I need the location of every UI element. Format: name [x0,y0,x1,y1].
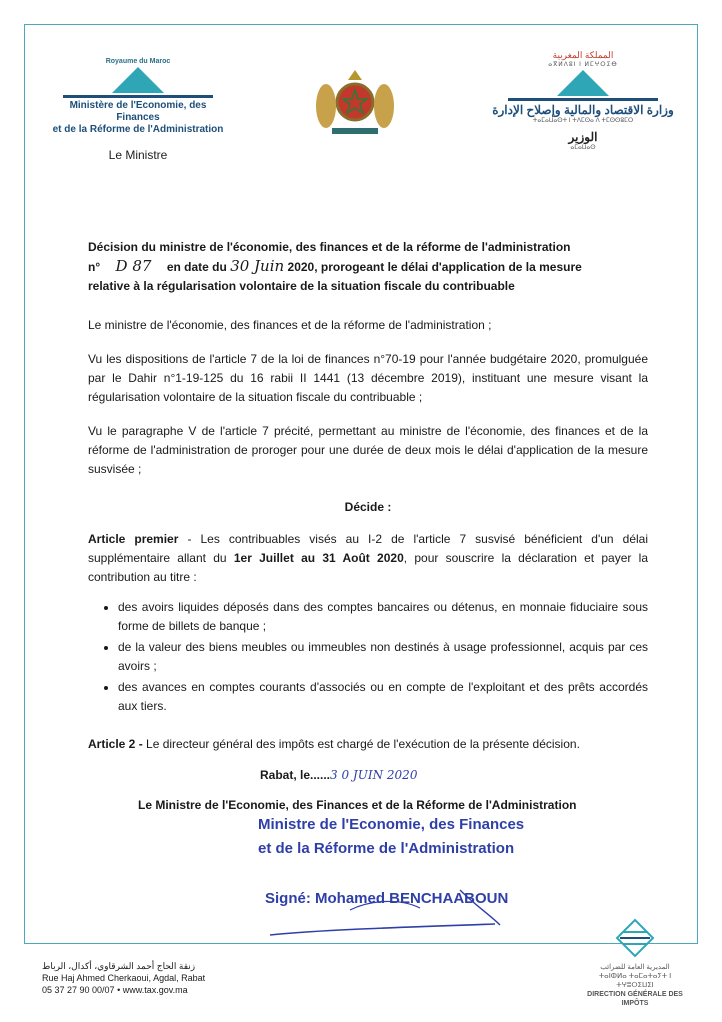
ar-ministry-label: وزارة الاقتصاد والمالية وإصلاح الإدارة [492,103,674,117]
minister-title-line: Le Ministre de l'Economie, des Finances et de la Réforme de l'Administration [138,798,577,812]
decision-title [88,238,648,296]
address: Rue Haj Ahmed Cherkaoui, Agdal, Rabat [42,973,206,983]
ar-address: زنقة الحاج أحمد الشرقاوي، أكدال، الرباط [42,961,196,971]
stamp-line-2: et de la Réforme de l'Administration [258,840,515,857]
place-date: Rabat, le......3 0 JUIN 2020 [260,768,418,782]
ar-kingdom-label: المملكة المغربية [552,50,614,60]
list-item: • des avances en comptes courants d'associés ou en compte de l'exploitant et des prêts accordés aux tiers. [118,678,648,716]
signature-date: 3 0 JUIN 2020 [330,768,418,782]
number-prefix: n° [88,260,101,274]
tif-minister-label: ⴰⵎⴰⵡⴰⵙ [570,145,596,151]
dgi-ar: المديرية العامة للضرائب [600,964,670,971]
article-2-label: Article 2 - [88,737,143,751]
list-item: • de la valeur des biens meubles ou immeubles non destinés à usage professionnel, acquis par ces avoirs ; [118,638,648,676]
decision-date: 30 Juin [230,257,285,275]
paragraph-2: Vu les dispositions de l'article 7 de la loi de finances n°70-19 pour l'année budgétaire 2020, promulguée par le Dahir n°1-19-125 du 16 rabii II 1441 (13 décembre 2019), instituant une mesure visant la régularisation volontaire de la situation fiscale du contribuable ; [88,352,648,404]
decide-heading: Décide : [344,500,392,514]
article-1-text-a: - Les contribuables visés au I-2 de l'article 7 susvisé bénéficient d'un délai supplémentaire allant du [88,532,648,565]
signature-scribble [260,880,510,950]
minister-label: Le Ministre [108,148,168,162]
title-line-2-rest: 2020, prorogeant le délai d'application de la mesure [287,260,582,274]
date-prefix: en date du [166,260,227,274]
stamp-signed: Signé: Mohamed BENCHAABOUN [265,890,509,907]
dgi-diamond-icon [615,918,655,958]
kingdom-label: Royaume du Maroc [105,58,171,65]
ministry-logo-left [52,58,224,162]
article-1-list [88,598,648,718]
dgi-fr: DIRECTION GÉNÉRALE DES IMPÔTS [587,991,683,1007]
decision-number: D 87 [115,257,152,275]
dgi-logo [580,918,690,1008]
dgi-tif: ⵜⴰⵏⵀⵍⴰ ⵜⴰⵎⴰⵜⴰⵢⵜ ⵏ ⵜⵖⵓⵔⵉⵡⵉⵏ [598,973,672,989]
paragraph-3: Vu le paragraphe V de l'article 7 précité, permettant au ministre de l'économie, des finances et de la réforme de l'administration de proroger pour une durée de deux mois le délai d'application de la mesure susvisée ; [88,424,648,476]
ministry-logo-right [488,50,678,151]
contact: 05 37 27 90 00/07 • www.tax.gov.ma [42,985,188,995]
triangle-icon [112,67,164,93]
article-1-period: 1er Juillet au 31 Août 2020 [233,551,404,565]
article-2-text: Le directeur général des impôts est chargé de l'exécution de la présente décision. [142,737,580,751]
ministry-line-2: et de la Réforme de l'Administration [52,124,224,135]
logo-bar [63,95,213,98]
footer-address [42,960,205,996]
ar-minister-label: الوزير [568,130,598,144]
logo-bar [508,98,658,101]
article-1-label: Article premier [88,532,179,546]
tif-kingdom-label: ⴰⴳⵍⴷⵓⵏ ⵏ ⵍⵎⵖⵔⵉⴱ [548,62,618,68]
title-line-3: relative à la régularisation volontaire de la situation fiscale du contribuable [88,279,515,293]
list-item: • des avoirs liquides déposés dans des comptes bancaires ou détenus, en monnaie fiduciaire sous forme de billets de banque ; [118,598,648,636]
stamp-line-1: Ministre de l'Economie, des Finances [258,816,525,833]
title-line-1: Décision du ministre de l'économie, des finances et de la réforme de l'administration [88,240,571,254]
article-1 [88,530,648,587]
title-line-2 [88,257,648,277]
ministry-line-1: Ministère de l'Economie, des Finances [69,100,207,123]
tif-ministry-label: ⵜⴰⵎⴰⵡⴰⵙⵜ ⵏ ⵜⴷⵎⵙⴰ ⴷ ⵜⵎⵙⵙⵓⵎⵔ [532,118,634,124]
place-label: Rabat, le [260,768,311,782]
royal-crest-icon [310,62,400,142]
triangle-icon [557,70,609,96]
paragraph-1: Le ministre de l'économie, des finances et de la réforme de l'administration ; [88,318,492,332]
article-2 [88,735,648,754]
article-1-text-b: , pour souscrire la déclaration et payer la contribution au titre : [88,551,648,584]
